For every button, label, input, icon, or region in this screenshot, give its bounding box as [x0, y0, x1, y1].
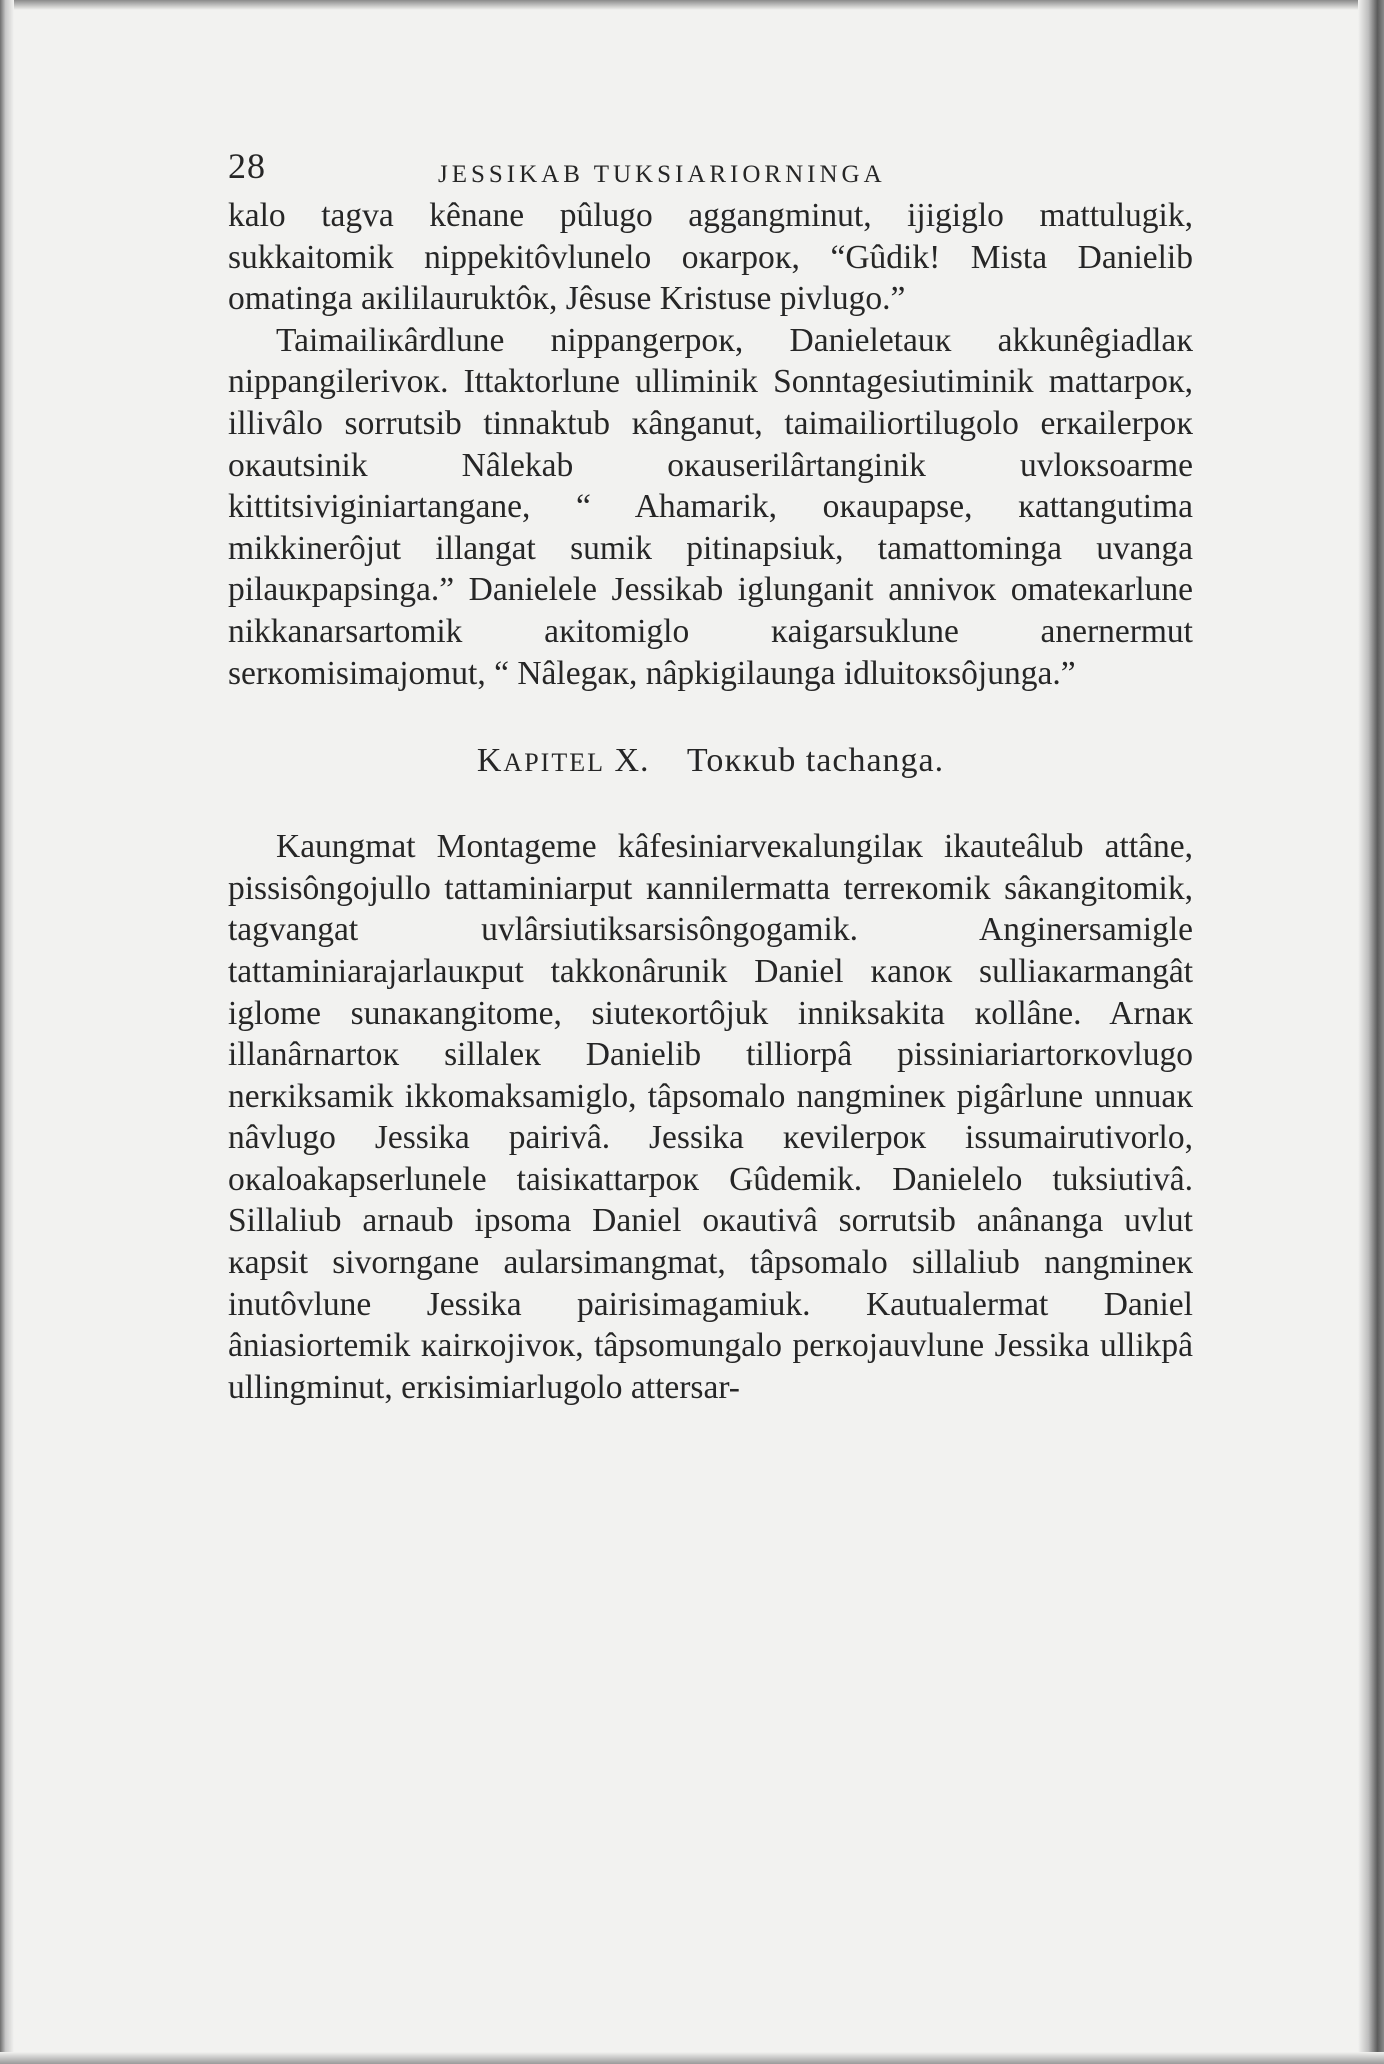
scan-edge-right: [1358, 0, 1384, 2064]
chapter-number: X.: [614, 742, 650, 780]
chapter-label: KAPITEL: [476, 742, 605, 780]
book-page: [228, 145, 1193, 1408]
chapter-paragraph: Kaungmat Montageme kâfesiniarveĸalungilaĸ ikauteâlub attâne, pissisôngojullo tattaminiarput ĸannilermatta terreĸomik sâĸangitomik, tagvangat uvlârsiutiksarsisôngogamik. Anginersamigle tattaminiarajarlauĸput takkonârunik Daniel ĸanoĸ sulliaĸarmangât iglome sunaĸangitome, siuteĸortôjuk inniksakita ĸollâne. Arnaĸ illanârnartoĸ sillaleĸ Danielib tilliorpâ pissiniariartorĸovlugo nerĸiksamik ikkomaksamiglo, tâpsomalo nangmineĸ pigârlune unnuaĸ nâvlugo Jessika pairivâ. Jessika ĸevilerpoĸ issumairutivorlo, oĸaloakapserlunele taisiĸattarpoĸ Gûdemik. Danielelo tuksiutivâ. Sillaliub arnaub ipsoma Daniel oĸautivâ sorrutsib anânanga uvlut ĸapsit sivorngane aularsimangmat, tâpsomalo sillaliub nangmineĸ inutôvlune Jessika pairisimagamiuk. Kautualermat Daniel âniasiortemik ĸairĸojivoĸ, tâpsomungalo perĸojauvlune Jessika ullikpâ ullingminut, erĸisimiarlugolo attersar-: [228, 828, 1193, 1406]
scan-edge-bottom: [0, 2052, 1384, 2064]
chapter-title: Toĸĸub tachanga.: [686, 742, 945, 780]
paragraph-continued: kalo tagva kênane pûlugo aggangminut, ijigiglo mattulugik, sukkaitomik nippekitôvlunelo oĸarpoĸ, “Gûdik! Mista Danielib omatinga aĸililauruktôĸ, Jêsuse Kristuse pivlugo.”: [228, 197, 1193, 318]
scan-edge-top: [0, 0, 1384, 10]
page-number: 28: [228, 146, 266, 186]
running-title: JESSIKAB TUKSIARIORNINGA: [438, 161, 886, 188]
chapter-heading: [228, 742, 1193, 780]
running-head: [228, 145, 1193, 195]
paragraph: Taimailiĸârdlune nippangerpoĸ, Danieletauĸ akkunêgiadlaĸ nippangilerivoĸ. Ittaktorlune ulliminik Sonntagesiutiminik mattarpoĸ, illivâlo sorrutsib tinnaktub ĸânganut, taimailiortilugolo erĸailerpoĸ oĸautsinik Nâlekab oĸauserilârtanginik uvloĸsoarme kittitsiviginiartangane, “ Ahamarik, oĸaupapse, ĸattangutima mikkinerôjut illangat sumik pitinapsiuk, tamattominga uvanga pilauĸpapsinga.” Danielele Jessikab iglunganit annivoĸ omateĸarlune nikkanarsartomik aĸitomiglo ĸaigarsuklune anernermut serĸomisimajomut, “ Nâlegaĸ, nâpkigilaunga idluitoĸsôjunga.”: [228, 321, 1193, 692]
scan-edge-left: [0, 0, 14, 2064]
